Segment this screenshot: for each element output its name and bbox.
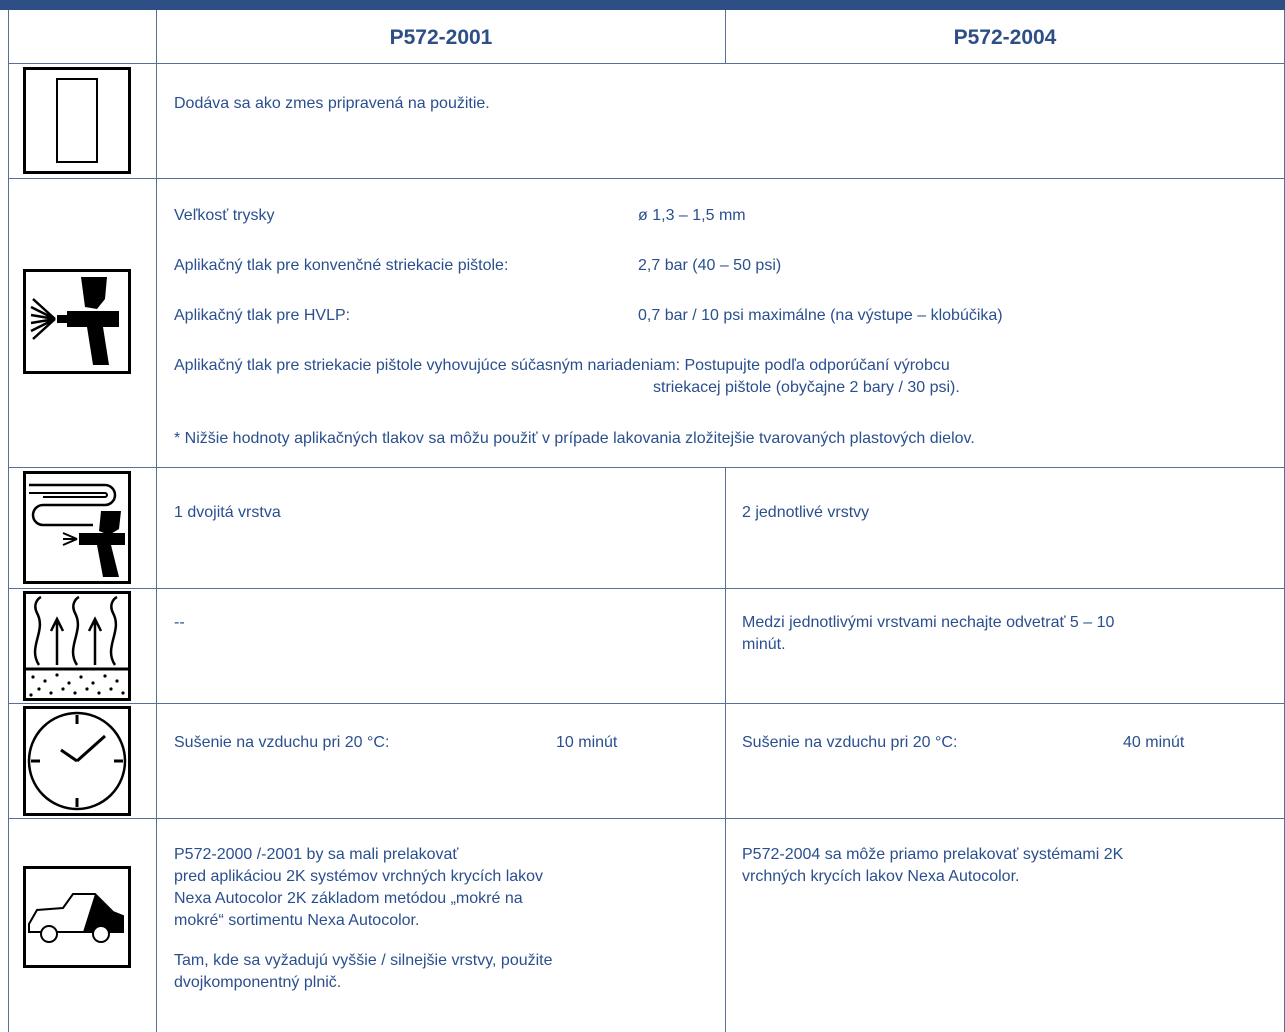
flash-off-col2-text: Medzi jednotlivými vrstvami nechajte odvetrať 5 – 10	[742, 614, 1115, 631]
grid-line	[8, 703, 1285, 704]
clock-icon	[23, 706, 131, 816]
coats-col1-text: 1 dvojitá vrstva	[174, 504, 281, 521]
conventional-pressure-value: 2,7 bar (40 – 50 psi)	[638, 257, 782, 274]
pressure-note: * Nižšie hodnoty aplikačných tlakov sa môžu použiť v prípade lakovania zložitejšie tvarovaných plastových dielov.	[174, 430, 975, 447]
recoat-col1-line: P572-2000 /-2001 by sa mali prelakovať	[174, 846, 459, 863]
drying-col2-value: 40 minút	[1123, 734, 1185, 751]
grid-line	[8, 178, 1285, 179]
car-icon	[23, 866, 131, 968]
grid-line	[156, 10, 157, 1032]
drying-col2-label: Sušenie na vzduchu pri 20 °C:	[742, 734, 958, 751]
coats-col2-text: 2 jednotlivé vrstvy	[742, 504, 870, 521]
coats-application-icon	[23, 471, 131, 584]
column-header-p572-2004: P572-2004	[953, 25, 1057, 49]
flash-off-icon	[23, 591, 131, 701]
flash-off-col1-text: --	[174, 614, 185, 631]
recoat-col1-line: Nexa Autocolor 2K základom metódou „mokré na	[174, 890, 523, 907]
compliant-pressure-text: Aplikačný tlak pre striekacie pištole vyhovujúce súčasným nariadeniam: Postupujte podľa odporúčaní výrobcu	[174, 357, 950, 374]
drying-col1-value: 10 minút	[556, 734, 618, 751]
mixing-container-icon	[23, 67, 131, 174]
grid-line	[8, 588, 1285, 589]
grid-line	[8, 818, 1285, 819]
hvlp-pressure-label: Aplikačný tlak pre HVLP:	[174, 307, 351, 324]
top-bar	[0, 0, 1285, 10]
recoat-col1-line: Tam, kde sa vyžadujú vyššie / silnejšie vrstvy, použite	[174, 952, 553, 969]
spray-gun-icon	[23, 269, 131, 374]
conventional-pressure-label: Aplikačný tlak pre konvenčné striekacie pištole:	[174, 257, 509, 274]
recoat-col1-line: mokré“ sortimentu Nexa Autocolor.	[174, 912, 420, 929]
flash-off-col2-text-cont: minút.	[742, 636, 786, 653]
ready-to-use-text: Dodáva sa ako zmes pripravená na použitie.	[174, 95, 490, 112]
recoat-col2-line: P572-2004 sa môže priamo prelakovať systémami 2K	[742, 846, 1124, 863]
grid-line	[8, 467, 1285, 468]
recoat-col2-line: vrchných krycích lakov Nexa Autocolor.	[742, 868, 1020, 885]
nozzle-size-label: Veľkosť trysky	[174, 207, 275, 224]
recoat-col1-line: dvojkomponentný plnič.	[174, 974, 342, 991]
nozzle-size-value: ø 1,3 – 1,5 mm	[638, 207, 746, 224]
grid-line	[8, 10, 9, 1032]
grid-line	[725, 467, 726, 1032]
recoat-col1-line: pred aplikáciou 2K systémov vrchných krycích lakov	[174, 868, 544, 885]
drying-col1-label: Sušenie na vzduchu pri 20 °C:	[174, 734, 390, 751]
hvlp-pressure-value: 0,7 bar / 10 psi maximálne (na výstupe – klobúčika)	[638, 307, 1003, 324]
column-header-p572-2001: P572-2001	[389, 25, 493, 49]
compliant-pressure-text-cont: striekacej pištole (obyčajne 2 bary / 30 psi).	[653, 379, 960, 396]
